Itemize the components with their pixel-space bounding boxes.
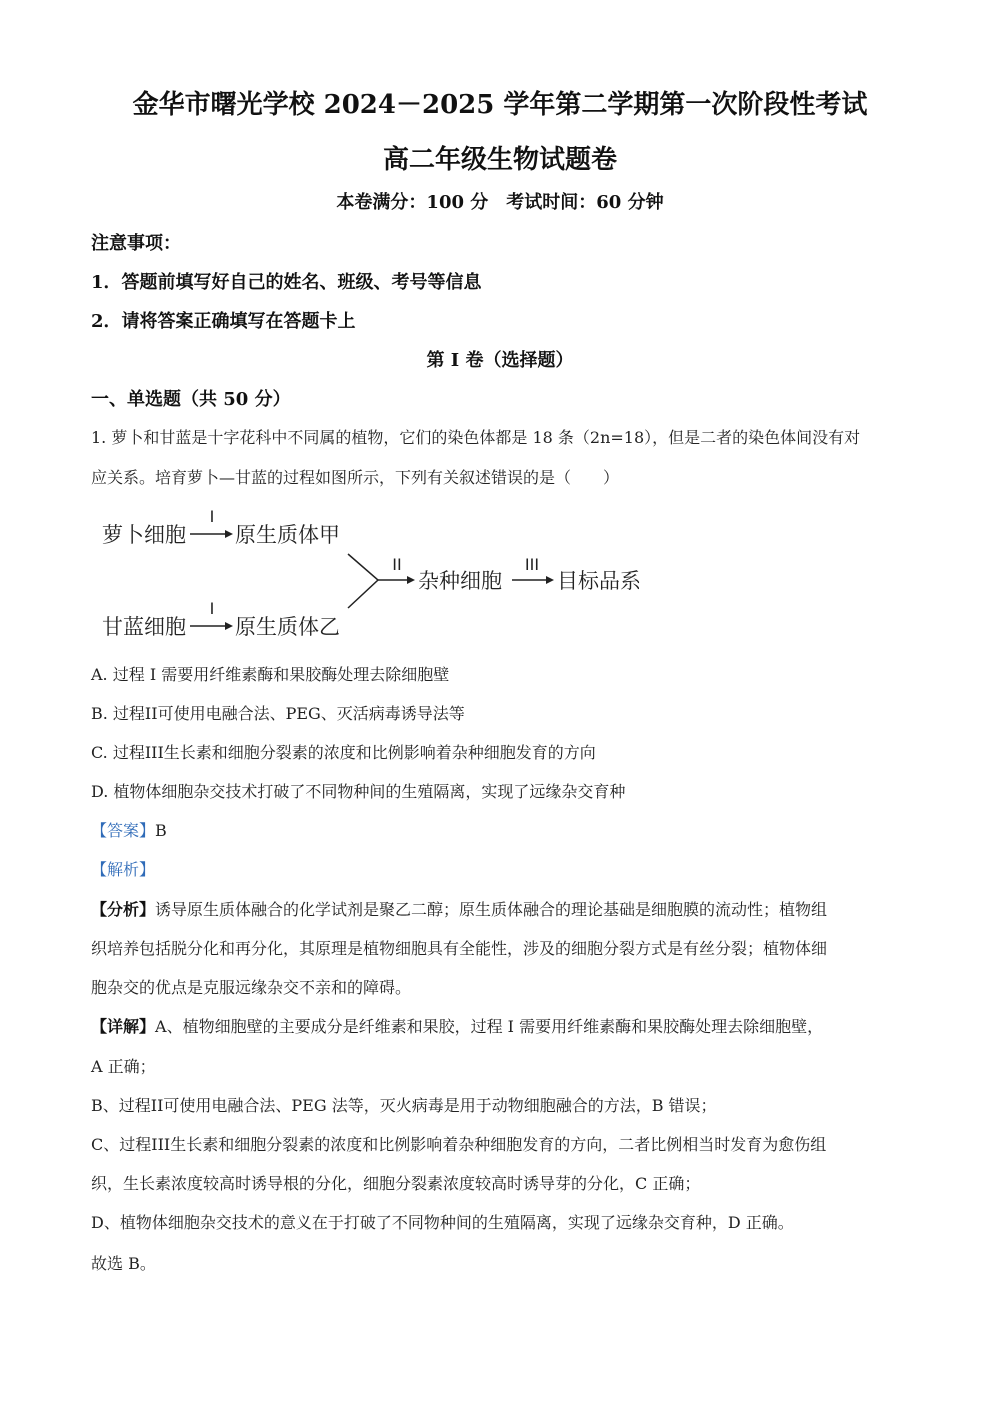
option-c: C. 过程III生长素和细胞分裂素的浓度和比例影响着杂种细胞发育的方向 [91,743,596,762]
diagram-target-line: 目标品系 [557,569,641,593]
question-stem-line: 应关系。培育萝卜—甘蓝的过程如图所示，下列有关叙述错误的是（ ） [91,468,620,487]
xiangjie-line [91,1014,823,1037]
diagram-merge-lines [348,554,378,608]
xiangjie-label: 【详解】 [91,1017,156,1036]
part-title: 一、单选题（共 50 分） [91,389,291,410]
exam-title: 金华市曙光学校 2024－2025 学年第二学期第一次阶段性考试 [132,90,868,120]
answer-value: B [155,821,167,840]
explain-b: B、过程II可使用电融合法、PEG 法等，灭火病毒是用于动物细胞融合的方法，B 错误； [91,1096,717,1115]
explain-c: C、过程III生长素和细胞分裂素的浓度和比例影响着杂种细胞发育的方向，二者比例相当时发育为愈伤组 [91,1135,827,1154]
explain-c: 织，生长素浓度较高时诱导根的分化，细胞分裂素浓度较高时诱导芽的分化，C 正确； [91,1174,701,1193]
option-b: B. 过程II可使用电融合法、PEG、灭活病毒诱导法等 [91,704,465,723]
fenxi-line: 胞杂交的优点是克服远缘杂交不亲和的障碍。 [91,978,412,997]
diagram-hybrid-cell: 杂种细胞 [418,569,502,593]
exam-subtitle: 高二年级生物试题卷 [382,145,617,175]
fenxi-line: 织培养包括脱分化和再分化，其原理是植物细胞具有全能性，涉及的细胞分裂方式是有丝分裂；植物体细 [91,939,828,958]
analysis-line [91,857,155,880]
process-diagram [90,500,670,650]
xiangjie-text: A、植物细胞壁的主要成分是纤维素和果胶，过程 I 需要用纤维素酶和果胶酶处理去除细胞壁， [155,1017,824,1036]
diagram-cell-cabbage: 甘蓝细胞 [102,615,186,639]
notice-heading: 注意事项： [91,233,181,254]
diagram-arrowhead [225,530,233,538]
answer-label: 【答案】 [91,821,156,840]
diagram-arrowhead [225,622,233,630]
option-d: D. 植物体细胞杂交技术打破了不同物种间的生殖隔离，实现了远缘杂交育种 [91,782,626,801]
fenxi-text: 诱导原生质体融合的化学试剂是聚乙二醇；原生质体融合的理论基础是细胞膜的流动性；植物组 [155,900,828,919]
xiangjie-line: A 正确； [91,1057,156,1076]
diagram-arrowhead [546,576,554,584]
diagram-protoplast-b: 原生质体乙 [235,615,340,639]
notice-item: 1．答题前填写好自己的姓名、班级、考号等信息 [91,272,482,293]
option-a: A. 过程 I 需要用纤维素酶和果胶酶处理去除细胞壁 [91,665,450,684]
diagram-step-label: II [392,555,402,574]
section-title: 第 I 卷（选择题） [426,350,574,371]
diagram-cell-radish: 萝卜细胞 [102,523,186,547]
exam-meta: 本卷满分：100 分 考试时间：60 分钟 [336,192,664,213]
answer-line [91,818,167,841]
analysis-label: 【解析】 [91,860,156,879]
diagram-step-label: III [524,555,540,574]
fenxi-line [91,897,827,920]
fenxi-label: 【分析】 [91,900,156,919]
diagram-step-label: I [209,599,215,618]
diagram-protoplast-a: 原生质体甲 [235,523,340,547]
explain-d: D、植物体细胞杂交技术的意义在于打破了不同物种间的生殖隔离，实现了远缘杂交育种，D 正确。 [91,1213,794,1232]
diagram-arrowhead [407,576,415,584]
conclusion: 故选 B。 [91,1254,156,1273]
notice-item: 2．请将答案正确填写在答题卡上 [91,311,356,332]
question-stem-line: 1. 萝卜和甘蓝是十字花科中不同属的植物，它们的染色体都是 18 条（2n=18），但是二者的染色体间没有对 [91,428,861,447]
diagram-step-label: I [209,507,215,526]
